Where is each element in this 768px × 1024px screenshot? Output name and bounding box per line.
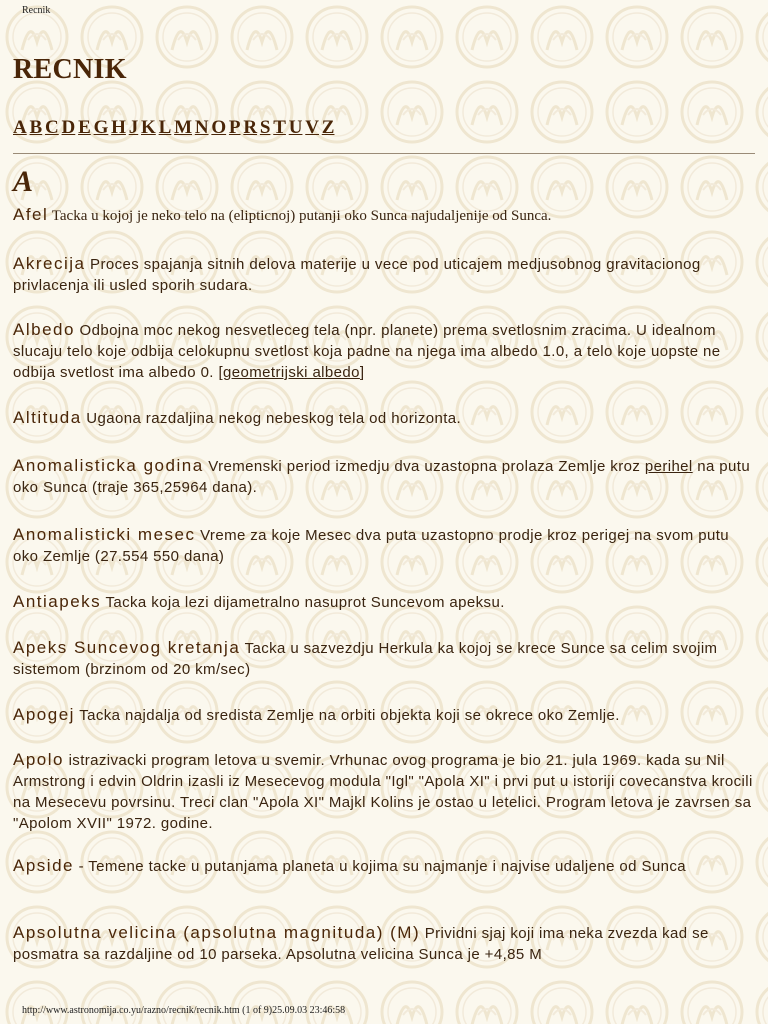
entry-term: Anomalisticka godina [13, 456, 204, 475]
page-title: RECNIK [13, 54, 127, 85]
letter-link-d[interactable]: D [61, 117, 76, 138]
letter-link-a[interactable]: A [13, 117, 27, 138]
letter-link-b[interactable]: B [29, 117, 43, 138]
entry-term: Altituda [13, 408, 82, 427]
section-heading-a: A [13, 165, 34, 198]
entry-definition: Vremenski period izmedju dva uzastopna prolaza Zemlje kroz [208, 458, 641, 475]
letter-link-l[interactable]: L [158, 117, 172, 138]
entry-term: Afel [13, 205, 49, 224]
entry-term: Akrecija [13, 254, 86, 273]
horizontal-divider [13, 153, 755, 154]
geometric-albedo-link[interactable]: geometrijski albedo [223, 364, 360, 381]
entry-term: Apeks Suncevog kretanja [13, 638, 241, 657]
letter-link-c[interactable]: C [45, 117, 59, 138]
letter-link-k[interactable]: K [141, 117, 156, 138]
letter-link-t[interactable]: T [273, 117, 286, 138]
bracket-close: ] [359, 364, 365, 381]
entry-term: Apogej [13, 705, 75, 724]
entry-definition: Tacka u kojoj je neko telo na (elipticnoj) putanji oko Sunca najudaljenije od Sunca. [51, 208, 552, 224]
entry-apsolutna-velicina [13, 922, 755, 965]
entry-anomalisticki-mesec [13, 524, 755, 567]
letter-link-o[interactable]: O [211, 117, 227, 138]
entry-definition: Tacka najdalja od sredista Zemlje na orbiti objekta koji se okrece oko Zemlje. [79, 707, 620, 724]
entry-term: Anomalisticki mesec [13, 525, 196, 544]
entry-definition: Tacka u sazvezdju Herkula ka kojoj se krece Sunce sa celim svojim sistemom (brzinom od 20 km/sec) [13, 640, 718, 678]
entry-apogej [13, 704, 755, 726]
entry-albedo [13, 319, 755, 383]
entry-apeks [13, 637, 755, 680]
entry-definition: Vreme za koje Mesec dva puta uzastopno prodje kroz perigej na svom putu oko Zemlje (27.554 550 dana) [13, 527, 730, 565]
entry-apolo [13, 749, 755, 834]
letter-link-m[interactable]: M [174, 117, 193, 138]
letter-link-j[interactable]: J [128, 117, 139, 138]
entry-akrecija [13, 253, 755, 296]
entry-anomalisticka-godina [13, 455, 755, 498]
letter-link-r[interactable]: R [243, 117, 258, 138]
perihel-link[interactable]: perihel [644, 458, 693, 475]
entry-apside [13, 855, 755, 877]
entry-term: Albedo [13, 320, 75, 339]
entry-term: Apsolutna velicina (apsolutna magnituda) (M) [13, 923, 421, 942]
page-footer-url: http://www.astronomija.co.yu/razno/recnik/recnik.htm (1 of 9)25.09.03 23:46:58 [22, 1005, 346, 1016]
entry-term: Apolo [13, 750, 64, 769]
entry-definition: Tacka koja lezi dijametralno nasuprot Suncevom apeksu. [105, 594, 505, 611]
entry-afel [13, 204, 755, 227]
letter-link-g[interactable]: G [93, 117, 109, 138]
window-title: Recnik [22, 5, 51, 16]
entry-definition: Ugaona razdaljina nekog nebeskog tela od horizonta. [86, 410, 462, 427]
entry-definition: Odbojna moc nekog nesvetleceg tela (npr. planete) prema svetlosnim zracima. U idealnom slucaju telo koje odbija celokupnu svetlost koja padne na njega ima albedo 1.0, a telo koje uopste ne odbija svetlost ima albedo 0. [13, 322, 721, 381]
letter-link-s[interactable]: S [259, 117, 271, 138]
letter-link-u[interactable]: U [288, 117, 303, 138]
letter-link-n[interactable]: N [194, 117, 209, 138]
letter-link-h[interactable]: H [111, 117, 126, 138]
entry-term: Apside [13, 856, 74, 875]
entry-definition: istrazivacki program letova u svemir. Vrhunac ovog programa je bio 21. jula 1969. kada su Nil Armstrong i edvin Oldrin izasli iz Mesecevog modula "Igl" "Apola XI" i prvi put u istoriji covecanstva krocili na Mesecevu povrsinu. Treci clan "Apola XI" Majkl Kolins je ostao u letelici. Program letova je zavrsen sa "Apolom XVII" 1972. godine. [13, 752, 753, 832]
entry-definition: Prividni sjaj koji ima neka zvezda kad se posmatra sa razdaljine od 10 parseka. Apsolutna velicina Sunca je +4,85 M [13, 925, 709, 963]
entry-definition: Proces spajanja sitnih delova materije u vece pod uticajem medjusobnog gravitacionog privlacenja ili usled sporih sudara. [13, 256, 701, 294]
letter-link-z[interactable]: Z [321, 117, 335, 138]
letter-link-e[interactable]: E [78, 117, 91, 138]
entry-antiapeks [13, 591, 755, 613]
entry-definition: - Temene tacke u putanjama planeta u kojima su najmanje i najvise udaljene od Sunca [78, 858, 687, 875]
letter-link-p[interactable]: P [228, 117, 241, 138]
entry-term: Antiapeks [13, 592, 102, 611]
letter-link-v[interactable]: V [305, 117, 319, 138]
entry-altituda [13, 407, 755, 429]
entry-definition-end: na putu oko Sunca (traje 365,25964 dana). [13, 458, 751, 496]
alphabet-nav [13, 117, 337, 139]
bracket-open: [ [218, 364, 224, 381]
